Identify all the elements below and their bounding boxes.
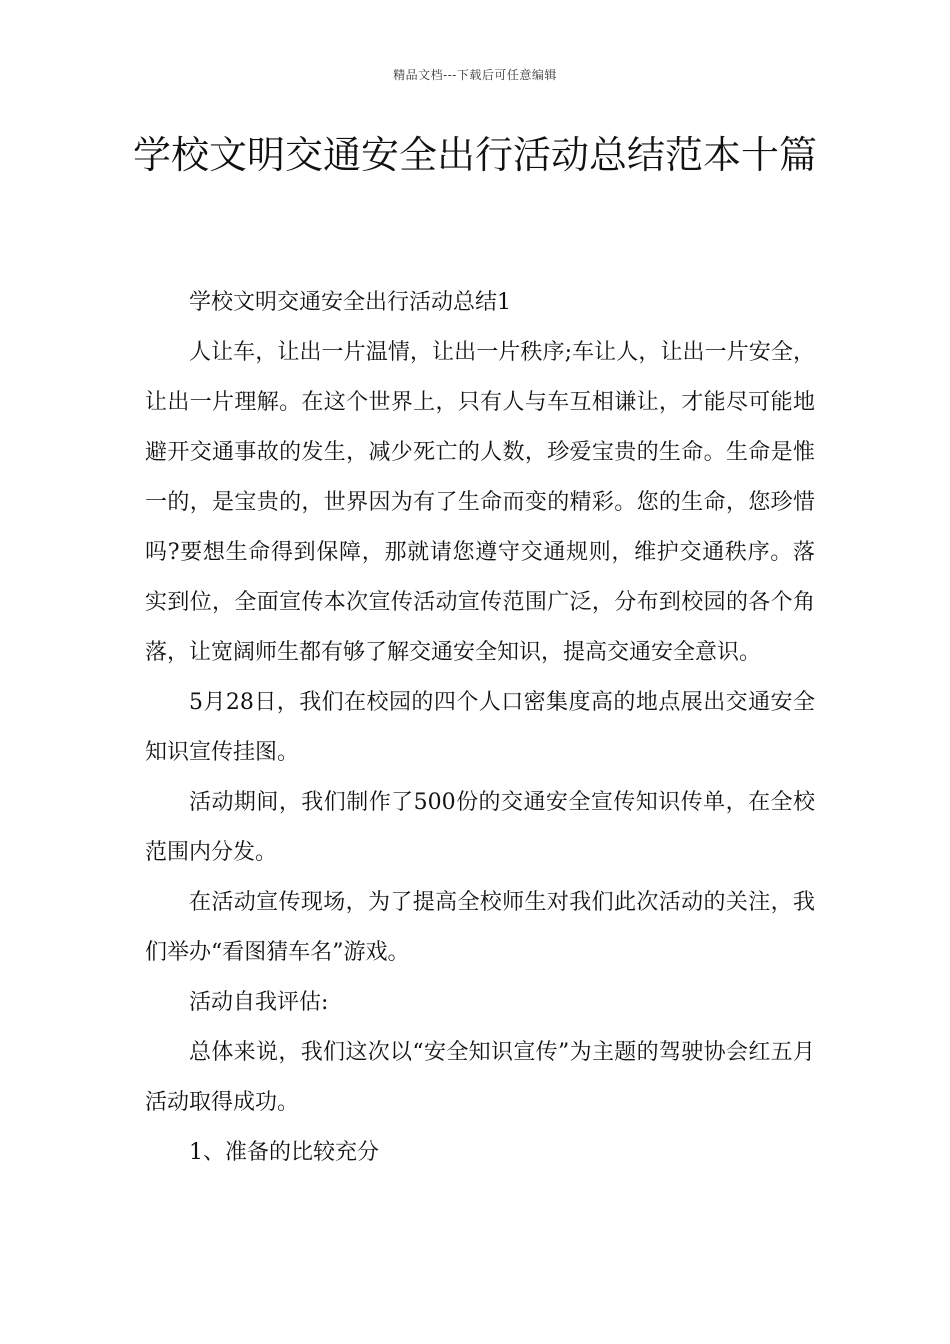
paragraph: 5月28日，我们在校园的四个人口密集度高的地点展出交通安全知识宣传挂图。 bbox=[145, 690, 815, 765]
paragraph: 活动自我评估: bbox=[189, 990, 329, 1015]
section-heading: 学校文明交通安全出行活动总结1 bbox=[189, 290, 511, 315]
document-title: 学校文明交通安全出行活动总结范本十篇 bbox=[132, 133, 817, 177]
paragraph: 人让车，让出一片温情，让出一片秩序;车让人，让出一片安全，让出一片理解。在这个世界上，只有人与车互相谦让，才能尽可能地避开交通事故的发生，减少死亡的人数，珍爱宝贵的生命。生命是惟一的，是宝贵的，世界因为有了生命而变的精彩。您的生命，您珍惜吗?要想生命得到保障，那就请您遵守交通规则，维护交通秩序。落实到位，全面宣传本次宣传活动宣传范围广泛，分布到校园的各个角落，让宽阔师生都有够了解交通安全知识，提高交通安全意识。 bbox=[145, 340, 815, 665]
paragraph: 总体来说，我们这次以“安全知识宣传”为主题的驾驶协会红五月活动取得成功。 bbox=[145, 1040, 815, 1115]
paragraph: 活动期间，我们制作了500份的交通安全宣传知识传单，在全校范围内分发。 bbox=[145, 790, 815, 865]
document-body bbox=[145, 278, 815, 1178]
list-item: 1、准备的比较充分 bbox=[189, 1140, 379, 1165]
paragraph: 在活动宣传现场，为了提高全校师生对我们此次活动的关注，我们举办“看图猜车名”游戏。 bbox=[145, 890, 815, 965]
header-note: 精品文档---下载后可任意编辑 bbox=[393, 68, 557, 82]
